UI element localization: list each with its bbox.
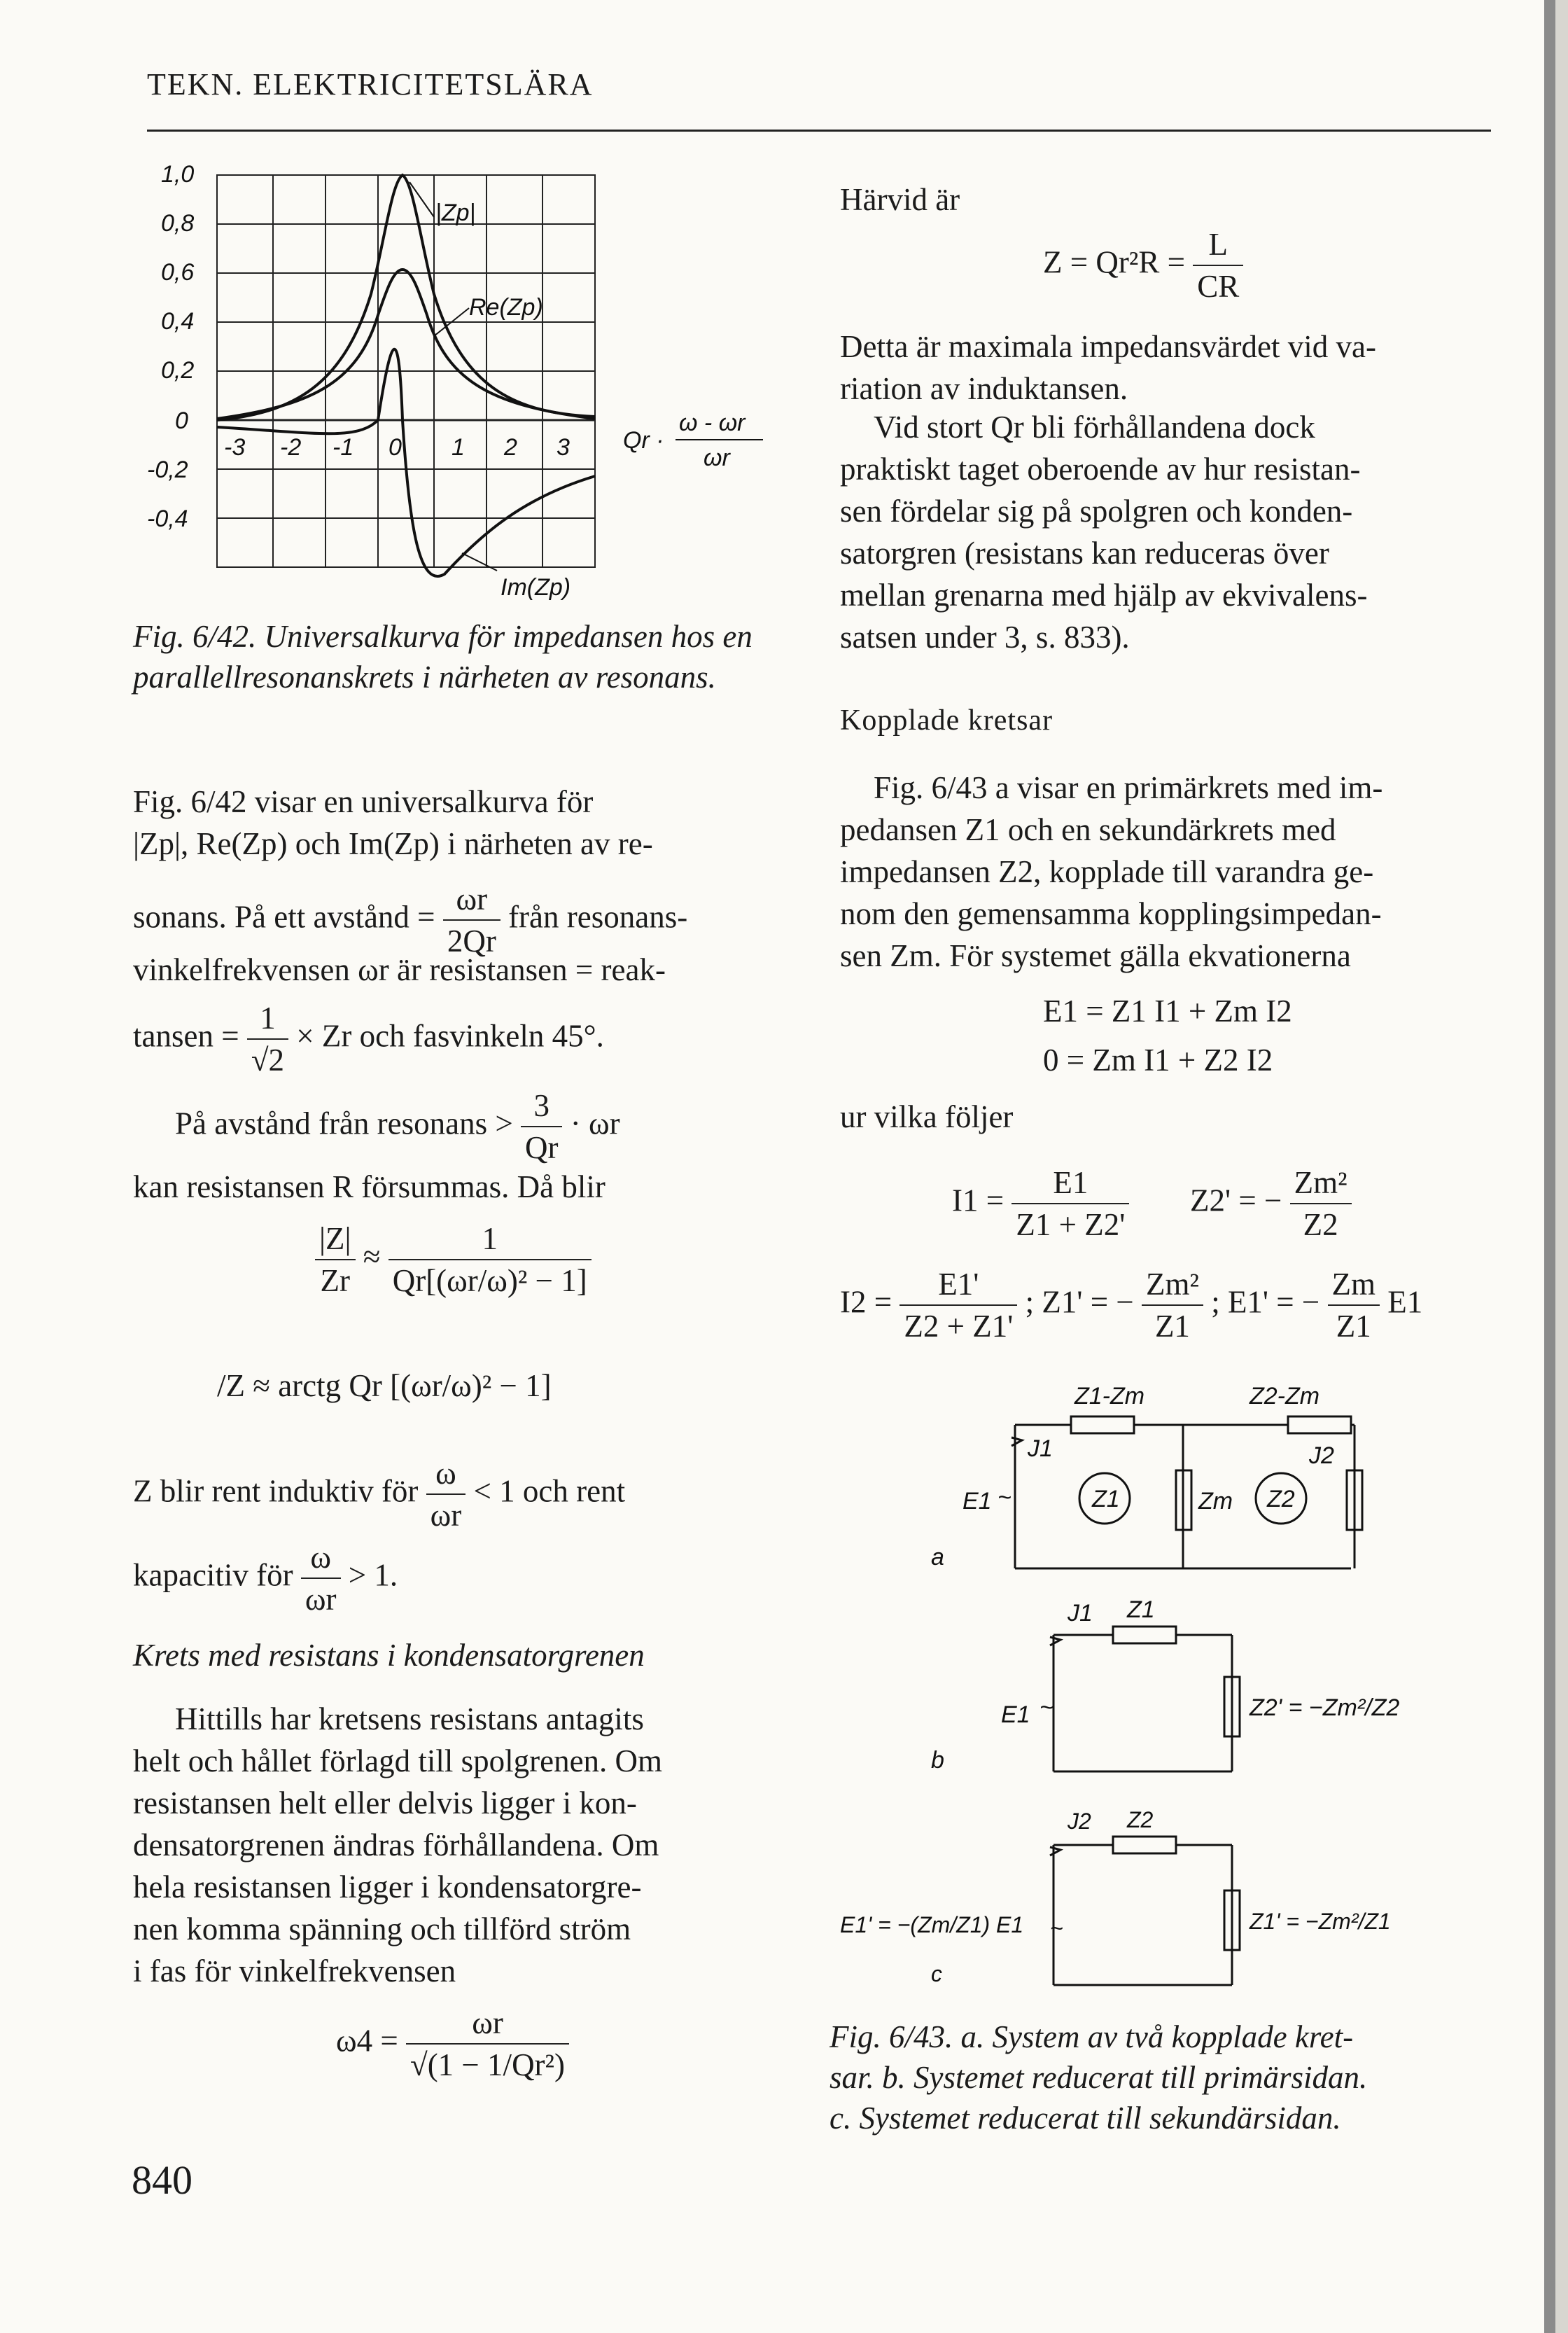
x-tick-label: 2: [504, 434, 517, 461]
equation-system-1: E1 = Z1 I1 + Zm I2: [1043, 994, 1292, 1029]
left-subheading: Krets med resistans i kondensatorgrenen: [133, 1638, 645, 1673]
header-rule: [147, 130, 1491, 132]
label-z1: Z1: [1092, 1486, 1120, 1512]
circuit-c: [840, 1799, 1512, 1996]
label-z2-zm: Z2-Zm: [1250, 1383, 1320, 1409]
left-line-distance-3: På avstånd från resonans > $\frac{3}{Qr}$ · ωr: [175, 1085, 784, 1168]
page-edge-strip: [1555, 0, 1568, 2333]
source-tilde: ~: [1040, 1694, 1054, 1721]
right-paragraph-large-q: Vid stort Qr bli förhållandena dock praktiskt taget oberoende av hur resistan- sen fördelar sig på spolgren och konden- satorgren (resistans kan reduceras över mellan grenarna med hjälp av ekvivalens- satsen under 3, s. 833).: [840, 410, 1368, 655]
equation-max-impedance: Z = Qr²R = $\frac{L}{CR}$: [1043, 224, 1243, 307]
x-tick-label: 0: [388, 434, 402, 461]
label-z2-prime: Z2' = −Zm²/Z2: [1250, 1694, 1400, 1721]
x-tick-label: 3: [556, 434, 570, 461]
left-line-neglect-r: kan resistansen R försummas. Då blir: [133, 1169, 606, 1204]
right-line-follows: ur vilka följer: [840, 1099, 1014, 1134]
label-e1-prime: E1' = −(Zm/Z1) E1: [840, 1912, 1024, 1937]
label-e1: E1: [1001, 1701, 1030, 1728]
circuit-c-tag: c: [931, 1961, 942, 1986]
label-j2: J2: [1068, 1809, 1091, 1834]
x-tick-label: 1: [451, 434, 465, 461]
x-tick-label: -3: [224, 434, 246, 461]
x-tick-label: -1: [332, 434, 354, 461]
left-line-reactance: vinkelfrekvensen ωr är resistansen = reak-: [133, 952, 666, 987]
fig-642-caption: Fig. 6/42. Universalkurva för impedansen hos en parallellresonanskrets i närheten av resonans.: [133, 619, 752, 695]
equation-impedance-ratio: $\frac{|Z|}{Zr}$ ≈ $\frac{1}{\text{Qr[(ωr/ω)² − 1]}}$: [315, 1218, 592, 1301]
y-tick-label: -0,2: [147, 457, 188, 483]
x-tick-label: -2: [280, 434, 302, 461]
right-line-harvid: Härvid är: [840, 182, 960, 217]
fig-643-caption: Fig. 6/43. a. System av två kopplade kret- sar. b. Systemet reducerat till primärsidan. c. Systemet reducerat till sekundärsidan.: [830, 2019, 1368, 2136]
y-tick-label: 1,0: [161, 161, 195, 188]
label-j1: J1: [1068, 1600, 1093, 1627]
left-line-inductive: Z blir rent induktiv för $\frac{\omega}{\omega r}$ < 1 och rent: [133, 1453, 784, 1535]
label-z1-zm: Z1-Zm: [1074, 1383, 1145, 1409]
left-paragraph-1: Fig. 6/42 visar en universalkurva för |Zp|, Re(Zp) och Im(Zp) i närheten av re-: [133, 784, 653, 861]
fig-642-plot: [133, 154, 784, 602]
y-tick-label: 0: [175, 408, 188, 434]
y-tick-label: 0,4: [161, 308, 195, 335]
left-paragraph-resistance: Hittills har kretsens resistans antagits helt och hållet förlagd till spolgrenen. Om resistansen helt eller delvis ligger i kon- densatorgrenen ändras förhållandena. Om hela resistansen ligger i kondensatorgre- nen komma spänning och tillförd ström i fas för vinkelfrekvensen: [133, 1701, 663, 1989]
label-im-zp: Im(Zp): [500, 574, 571, 601]
y-tick-label: 0,2: [161, 357, 195, 384]
label-zm: Zm: [1198, 1488, 1233, 1514]
label-j1: J1: [1028, 1435, 1053, 1462]
right-paragraph-coupled: Fig. 6/43 a visar en primärkrets med im- pedansen Z1 och en sekundärkrets med impedansen Z2, kopplade till varandra ge- nom den gemensamma kopplingsimpedan- sen Zm. För systemet gälla ekvationerna: [840, 770, 1383, 973]
equation-i2-row: I2 = $\frac{E1'}{Z2 + Z1'}$ ; Z1' = − $\frac{\text{Zm²}}{Z1}$ ; E1' = − $\frac{Zm}{Z1}$ E1: [840, 1264, 1422, 1346]
equation-system-2: 0 = Zm I1 + Z2 I2: [1043, 1043, 1273, 1078]
y-tick-label: -0,4: [147, 506, 188, 532]
label-re-zp: Re(Zp): [469, 294, 543, 321]
right-subheading: Kopplade kretsar: [840, 704, 1054, 737]
running-header: TEKN. ELEKTRICITETSLÄRA: [147, 67, 594, 102]
page-number: 840: [132, 2157, 192, 2203]
fig-642-grid: [217, 175, 595, 567]
circuit-b-tag: b: [931, 1747, 944, 1774]
equation-omega4: ω4 = $\frac{\omega r}{\text{√(1 − 1/Qr²)}}$: [336, 2003, 569, 2085]
circuit-a-tag: a: [931, 1544, 944, 1571]
axis-label-q: Qr ·: [623, 427, 664, 454]
circuit-a: [840, 1376, 1512, 1586]
left-line-capacitive: kapacitiv för $\frac{\omega}{\omega r}$ > 1.: [133, 1537, 784, 1620]
label-z2: Z2: [1267, 1486, 1295, 1512]
equation-phase-angle: /Z ≈ arctg Qr [(ωr/ω)² − 1]: [217, 1368, 552, 1403]
label-z1: Z1: [1127, 1596, 1155, 1623]
label-e1: E1: [962, 1488, 992, 1514]
label-j2: J2: [1309, 1442, 1334, 1469]
axis-label-numerator: ω - ωr: [679, 410, 746, 436]
label-zp: |Zp|: [435, 200, 476, 226]
left-line-distance: sonans. På ett avstånd = $\frac{\omega r}{2Qr}$ från resonans-: [133, 879, 784, 961]
source-tilde: ~: [997, 1484, 1011, 1511]
y-tick-label: 0,6: [161, 259, 195, 286]
fig-642-ticks: [147, 161, 763, 601]
axis-label-denominator: ωr: [704, 445, 730, 471]
label-z1-prime: Z1' = −Zm²/Z1: [1250, 1909, 1391, 1934]
source-tilde: ~: [1050, 1916, 1063, 1941]
circuit-b: [840, 1596, 1512, 1785]
y-tick-label: 0,8: [161, 210, 195, 237]
left-line-tansen: tansen = $\frac{1}{√2}$ × Zr och fasvinkeln 45°.: [133, 998, 784, 1080]
equation-z2-prime: Z2' = − $\frac{\text{Zm²}}{Z2}$: [1190, 1162, 1352, 1245]
label-z2: Z2: [1127, 1807, 1154, 1832]
right-paragraph-max: Detta är maximala impedansvärdet vid va- riation av induktansen.: [840, 329, 1376, 406]
equation-i1: I1 = $\frac{E1}{Z1 + Z2'}$: [952, 1162, 1129, 1245]
